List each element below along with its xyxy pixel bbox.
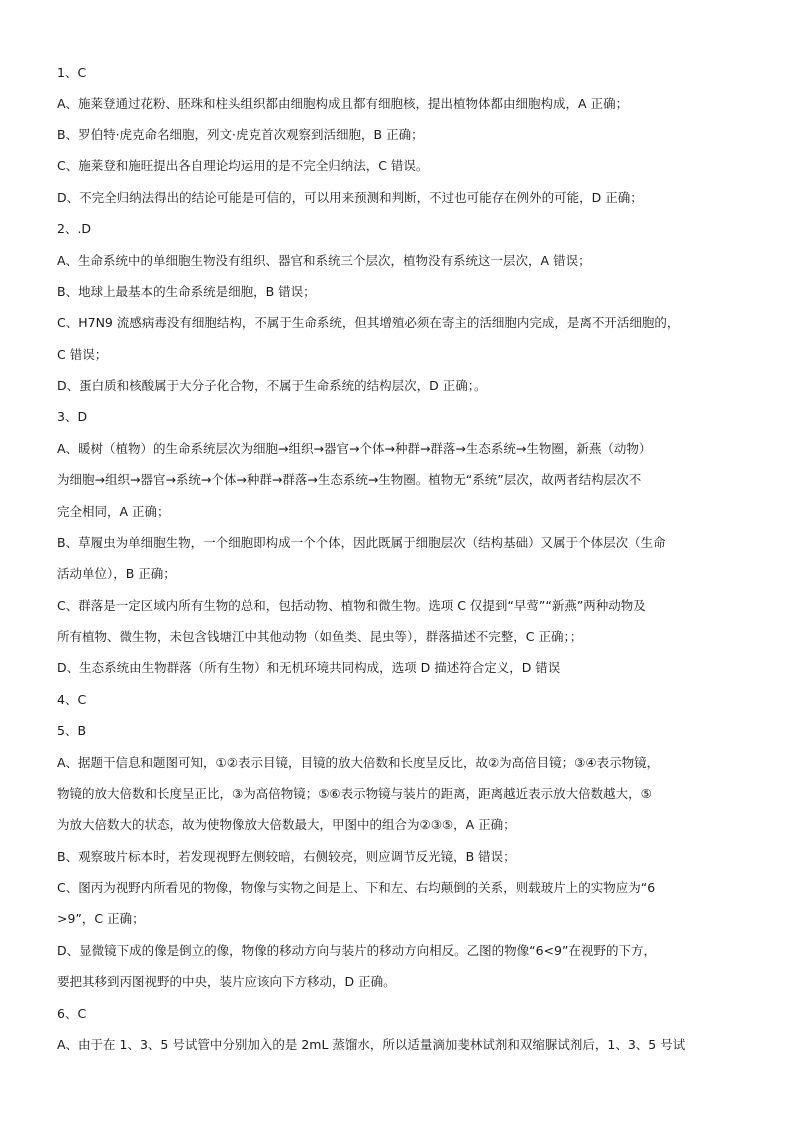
answer-line: D、生态系统由生物群落（所有生物）和无机环境共同构成，选项 D 描述符合定义，D 错误 <box>57 660 561 675</box>
answer-line: C 错误； <box>57 347 108 362</box>
answer-line: 为放大倍数大的状态，故为使物像放大倍数最大，甲图中的组合为②③⑤，A 正确； <box>57 817 516 832</box>
answer-line: A、生命系统中的单细胞生物没有组织、器官和系统三个层次，植物没有系统这一层次，A 错误； <box>57 253 591 268</box>
answer-line: D、不完全归纳法得出的结论可能是可信的，可以用来预测和判断，不过也可能存在例外的可能，D 正确； <box>57 190 643 205</box>
answer-line: C、H7N9 流感病毒没有细胞结构，不属于生命系统，但其增殖必须在寄主的活细胞内完成，是离不开活细胞的， <box>57 315 680 330</box>
answer-line: D、蛋白质和核酸属于大分子化合物，不属于生命系统的结构层次，D 正确；。 <box>57 378 487 393</box>
answer-line: B、观察玻片标本时，若发现视野左侧较暗，右侧较亮，则应调节反光镜，B 错误； <box>57 849 516 864</box>
answer-line: 2、.D <box>57 221 92 236</box>
answer-line: 为细胞→组织→器官→系统→个体→种群→群落→生态系统→生物圈。植物无“系统”层次，故两者结构层次不 <box>57 472 642 487</box>
answer-line: 6、C <box>57 1006 87 1021</box>
answer-line: 4、C <box>57 692 87 707</box>
answer-line: C、施莱登和施旺提出各自理论均运用的是不完全归纳法，C 错误。 <box>57 158 429 173</box>
answer-line: 3、D <box>57 409 88 424</box>
answer-line: A、据题干信息和题图可知，①②表示目镜，目镜的放大倍数和长度呈反比，故②为高倍目镜；③④表示物镜， <box>57 755 660 770</box>
answer-line: 活动单位），B 正确； <box>57 566 176 581</box>
answer-line: 完全相同，A 正确； <box>57 504 170 519</box>
answer-line: 要把其移到丙图视野的中央，装片应该向下方移动，D 正确。 <box>57 974 396 989</box>
answer-line: B、罗伯特·虎克命名细胞，列文·虎克首次观察到活细胞，B 正确； <box>57 127 424 142</box>
answer-line: B、草履虫为单细胞生物，一个细胞即构成一个个体，因此既属于细胞层次（结构基础）又属于个体层次（生命 <box>57 535 666 550</box>
answer-line: 所有植物、微生物，未包含钱塘江中其他动物（如鱼类、昆虫等），群落描述不完整，C 正确；； <box>57 629 583 644</box>
answer-line: 物镜的放大倍数和长度呈正比，③为高倍物镜；⑤⑥表示物镜与装片的距离，距离越近表示放大倍数越大，⑤ <box>57 786 652 801</box>
answer-line: C、群落是一定区域内所有生物的总和，包括动物、植物和微生物。选项 C 仅提到“早莺”“新燕”两种动物及 <box>57 598 646 613</box>
answer-line: B、地球上最基本的生命系统是细胞，B 错误； <box>57 284 316 299</box>
answer-line: A、暖树（植物）的生命系统层次为细胞→组织→器官→个体→种群→群落→生态系统→生物圈，新燕（动物） <box>57 441 652 456</box>
answer-line: C、图丙为视野内所看见的物像，物像与实物之间是上、下和左、右均颠倒的关系，则载玻片上的实物应为“6 <box>57 880 656 895</box>
answer-line: D、显微镜下成的像是倒立的像，物像的移动方向与装片的移动方向相反。乙图的物像“6<9”在视野的下方， <box>57 943 656 958</box>
answer-line: A、施莱登通过花粉、胚珠和柱头组织都由细胞构成且都有细胞核，提出植物体都由细胞构成，A 正确； <box>57 96 629 111</box>
answer-line: A、由于在 1、3、5 号试管中分别加入的是 2mL 蒸馏水，所以适量滴加斐林试剂和双缩脲试剂后，1、3、5 号试 <box>57 1037 686 1052</box>
answer-line: 5、B <box>57 723 87 738</box>
answer-line: >9”，C 正确； <box>57 911 145 926</box>
answer-line: 1、C <box>57 65 87 80</box>
